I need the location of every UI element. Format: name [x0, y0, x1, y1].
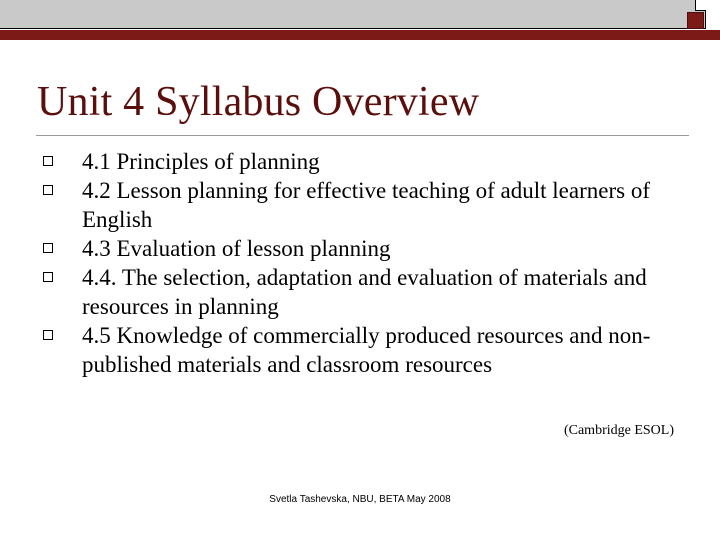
hollow-square-bullet-icon — [43, 330, 53, 340]
bullet-text: 4.1 Principles of planning — [82, 149, 320, 174]
bullet-item — [42, 176, 692, 234]
title-divider — [36, 135, 689, 136]
footer-credit: Svetla Tashevska, NBU, BETA May 2008 — [269, 494, 451, 505]
corner-square-inset — [695, 0, 706, 11]
bullet-text: 4.2 Lesson planning for effective teaching of adult learners of English — [82, 178, 650, 232]
bullet-item — [42, 321, 692, 379]
hollow-square-bullet-icon — [43, 156, 53, 166]
header-grey-band — [0, 0, 706, 29]
source-citation: (Cambridge ESOL) — [563, 423, 674, 438]
slide-title: Unit 4 Syllabus Overview — [37, 79, 480, 125]
bullet-text: 4.4. The selection, adaptation and evaluation of materials and resources in planning — [82, 265, 647, 319]
hollow-square-bullet-icon — [43, 185, 53, 195]
bullet-text: 4.3 Evaluation of lesson planning — [82, 236, 391, 261]
hollow-square-bullet-icon — [43, 243, 53, 253]
hollow-square-bullet-icon — [43, 272, 53, 282]
bullet-list — [42, 147, 692, 379]
corner-square-decoration — [687, 12, 704, 29]
bullet-text: 4.5 Knowledge of commercially produced resources and non-published materials and classroom resources — [82, 323, 651, 377]
bullet-item — [42, 263, 692, 321]
bullet-item — [42, 234, 692, 263]
header-accent-band — [0, 30, 720, 40]
bullet-item — [42, 147, 692, 176]
